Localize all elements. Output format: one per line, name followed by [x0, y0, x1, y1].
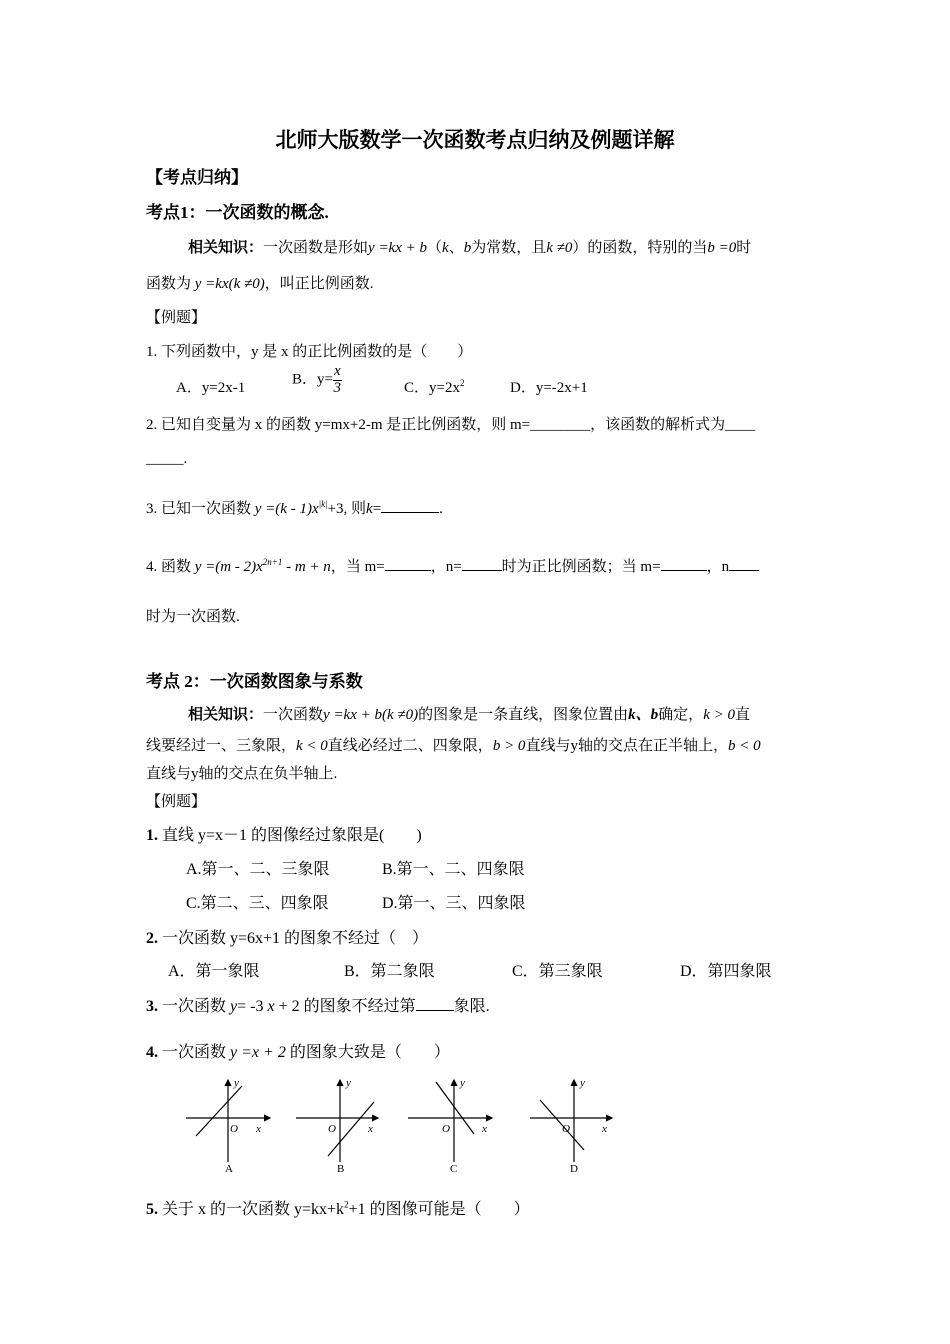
kp2-q4-graphs [180, 1074, 620, 1178]
kp2-q1-opt-c: C.第二、三、四象限 [186, 895, 329, 912]
document-title: 北师大版数学一次函数考点归纳及例题详解 [275, 128, 675, 152]
kp2-k2-cond1: k < 0 [296, 738, 328, 754]
kp2-q2-opt-c: C．第三象限 [512, 963, 603, 980]
graph-b-x-label: x [368, 1123, 373, 1135]
kp2-q4-text-b: 的图象大致是（ ） [289, 1044, 450, 1061]
kp1-var-b: b [463, 240, 472, 256]
kp1-q3: 3. 已知一次函数 $y =(k - 1)x^{|k|}+3$, 则k= . [146, 499, 443, 517]
graph-d-x-label: x [602, 1123, 607, 1135]
kp1-text-f: 时 [736, 240, 752, 256]
kp1-q1-opt-d: D．y=-2x+1 [510, 380, 588, 396]
kp2-k1b: 的图象是一条直线，图象位置由 [418, 707, 629, 723]
kp1-q1-opt-a: A．y=2x-1 [176, 380, 246, 396]
kp2-q5-end: +1 的图像可能是（ ） [348, 1201, 530, 1218]
graph-a-x-label: x [256, 1123, 261, 1135]
kp2-q3-text-a: 一次函数 [158, 998, 231, 1015]
kp1-line2-b: ，叫正比例函数. [264, 276, 374, 292]
graph-a-origin: O [230, 1123, 238, 1135]
kp1-q4 [146, 555, 759, 576]
graph-c-origin: O [442, 1123, 450, 1135]
kp1-q3-equals: = [372, 501, 382, 517]
graph-a [186, 1077, 270, 1175]
kp2-q1-opt-d: D.第一、三、四象限 [382, 895, 526, 912]
kp1-q4-blank-4 [729, 569, 759, 571]
kp2-q2-opt-a: A．第一象限 [168, 963, 260, 980]
kp1-q4-text-b: ，n= [430, 559, 462, 575]
kp1-example-label: 【例题】 [146, 310, 207, 326]
kp1-text-b: （ [427, 240, 443, 256]
kp1-q2-continued: _____. [146, 451, 188, 467]
kp2-q5-sup: 2 [344, 1199, 349, 1210]
kp2-example-label: 【例题】 [146, 794, 207, 810]
kp1-text-c: 、 [448, 240, 464, 256]
kp1-knowledge-label: 相关知识： [188, 240, 264, 256]
kp1-q4-prefix: 4. 函数 [146, 559, 192, 575]
kp2-k2b: 直线必经过二、四象限， [327, 738, 493, 754]
kp1-q2: 2. 已知自变量为 x 的函数 y=mx+2-m 是正比例函数，则 m=________，该函数的解析式为____ [146, 417, 756, 433]
kp1-q4-text-d: ，n [706, 559, 730, 575]
kp2-k1-cond: k > 0 [703, 707, 735, 723]
kp1-q1-opt-b-prefix: B．y= [292, 371, 333, 388]
kp2-knowledge-line2 [146, 734, 761, 755]
kp1-q3-mid: +3, 则 [327, 501, 367, 517]
kp1-q4-blank-1 [385, 569, 431, 571]
kp2-q4-formula: y =x + 2 [230, 1044, 286, 1061]
kp2-heading: 考点 2：一次函数图象与系数 [146, 672, 363, 691]
kp1-q3-blank [381, 511, 439, 513]
kp2-q3 [146, 993, 490, 1016]
kp2-q3-text-b: = -3 [237, 998, 268, 1015]
graph-a-label: A [225, 1163, 233, 1175]
kp2-k1d: 直 [734, 707, 750, 723]
kp1-heading: 考点1：一次函数的概念. [146, 203, 329, 222]
kp2-k2-cond2: b > 0 [492, 738, 526, 754]
graph-d-label: D [570, 1163, 578, 1175]
kp1-q4-continued: 时为一次函数. [146, 609, 240, 625]
graph-b [296, 1077, 378, 1175]
kp2-knowledge-line1 [188, 703, 750, 724]
kp1-q4-formula-tail: - m + n [282, 559, 331, 575]
kp1-q4-blank-2 [462, 569, 502, 571]
kp2-k1-formula: y =kx + b(k ≠0) [323, 707, 419, 723]
kp1-q3-formula: y =(k - 1)x [254, 501, 319, 517]
kp2-q3-y: y [230, 998, 238, 1015]
kp2-q3-blank [416, 1009, 454, 1011]
graph-c-y-label: y [460, 1077, 465, 1089]
kp2-k1c: 确定， [658, 707, 704, 723]
kp2-q3-text-c: + 2 的图象不经过第 [274, 998, 416, 1015]
kp1-q1-opt-c-sup: 2 [459, 378, 465, 388]
kp2-q2-text: 一次函数 y=6x+1 的图象不经过（ ） [158, 930, 429, 947]
kp2-q5-text: 关于 x 的一次函数 y=kx+k [158, 1201, 345, 1218]
kp2-q5-number: 5. [146, 1201, 158, 1218]
kp2-q2-opt-d: D．第四象限 [680, 963, 772, 980]
kp2-q1-number: 1. [146, 827, 158, 844]
kp2-q2 [146, 925, 428, 948]
kp2-k1-kb: k、b [628, 707, 659, 723]
graph-d [530, 1077, 612, 1175]
kp2-q4-text-a: 一次函数 [158, 1044, 227, 1061]
kp2-k1a: 一次函数 [263, 707, 324, 723]
kp2-q4-number: 4. [146, 1044, 158, 1061]
kp1-var-k: k [442, 240, 449, 256]
kp1-q4-exponent: 2n+1 [262, 557, 283, 567]
kp1-q1-opt-b-fraction [333, 364, 342, 397]
kp1-q1: 1. 下列函数中，y 是 x 的正比例函数的是（ ） [146, 344, 473, 360]
graph-d-y-label: y [580, 1077, 585, 1089]
kp2-knowledge-line3: 直线与y轴的交点在负半轴上. [146, 766, 338, 782]
kp1-formula-b: y =kx(k ≠0) [194, 276, 265, 292]
kp1-cond-k: k ≠0 [546, 240, 573, 256]
kp1-q4-text-a: ，当 m= [330, 559, 385, 575]
graph-c [408, 1077, 492, 1175]
kp2-q2-number: 2. [146, 930, 158, 947]
graph-b-y-label: y [346, 1077, 351, 1089]
kp2-k2-cond3: b < 0 [727, 738, 761, 754]
kp2-q2-opt-b: B．第二象限 [344, 963, 435, 980]
graph-a-y-label: y [234, 1077, 239, 1089]
kp1-q4-formula: y =(m - 2)x [194, 559, 263, 575]
kp1-q1-opt-b [292, 364, 342, 397]
kp1-q4-blank-3 [661, 569, 707, 571]
fraction-numerator: x [333, 363, 341, 379]
kp2-q3-x: x [267, 998, 275, 1015]
graph-d-origin: O [562, 1123, 570, 1135]
kp2-q3-number: 3. [146, 998, 158, 1015]
kp1-knowledge-line2 [146, 272, 374, 293]
kp1-text-d: 为常数，且 [471, 240, 547, 256]
kp2-q1-opt-a: A.第一、二、三象限 [186, 861, 330, 878]
kp1-formula-a: y =kx + b [368, 240, 427, 256]
graph-b-origin: O [328, 1123, 336, 1135]
kp1-text-e: ）的函数，特别的当 [572, 240, 708, 256]
kp1-cond-b: b =0 [707, 240, 737, 256]
kp2-q4 [146, 1039, 450, 1062]
fraction-denominator: 3 [333, 379, 342, 396]
kp1-q1-opt-c-text: C．y=2x [404, 380, 460, 396]
kp1-q3-prefix: 3. 已知一次函数 [146, 501, 252, 517]
kp1-text-a: 一次函数是形如 [263, 240, 369, 256]
graph-c-label: C [450, 1163, 458, 1175]
kp2-q1-opt-b: B.第一、二、四象限 [382, 861, 525, 878]
section-header: 【考点归纳】 [146, 168, 248, 187]
kp1-line2-a: 函数为 [146, 276, 192, 292]
kp2-k2a: 线要经过一、三象限， [146, 738, 297, 754]
kp2-q1 [146, 822, 422, 845]
kp2-q5 [146, 1196, 530, 1219]
kp1-q4-text-c: 时为正比例函数；当 m= [501, 559, 661, 575]
kp2-knowledge-label: 相关知识： [188, 707, 264, 723]
kp2-q1-text: 直线 y=x－1 的图像经过象限是( ) [158, 827, 422, 844]
graph-b-label: B [337, 1163, 345, 1175]
kp2-q3-text-d: 象限. [453, 998, 490, 1015]
kp1-q3-exponent: |k| [318, 499, 328, 509]
kp1-knowledge-line1 [188, 236, 751, 257]
kp2-k2c: 直线与y轴的交点在正半轴上， [525, 738, 728, 754]
graph-c-x-label: x [482, 1123, 487, 1135]
kp1-q1-opt-c [404, 376, 464, 397]
kp1-q3-k: k [366, 501, 373, 517]
